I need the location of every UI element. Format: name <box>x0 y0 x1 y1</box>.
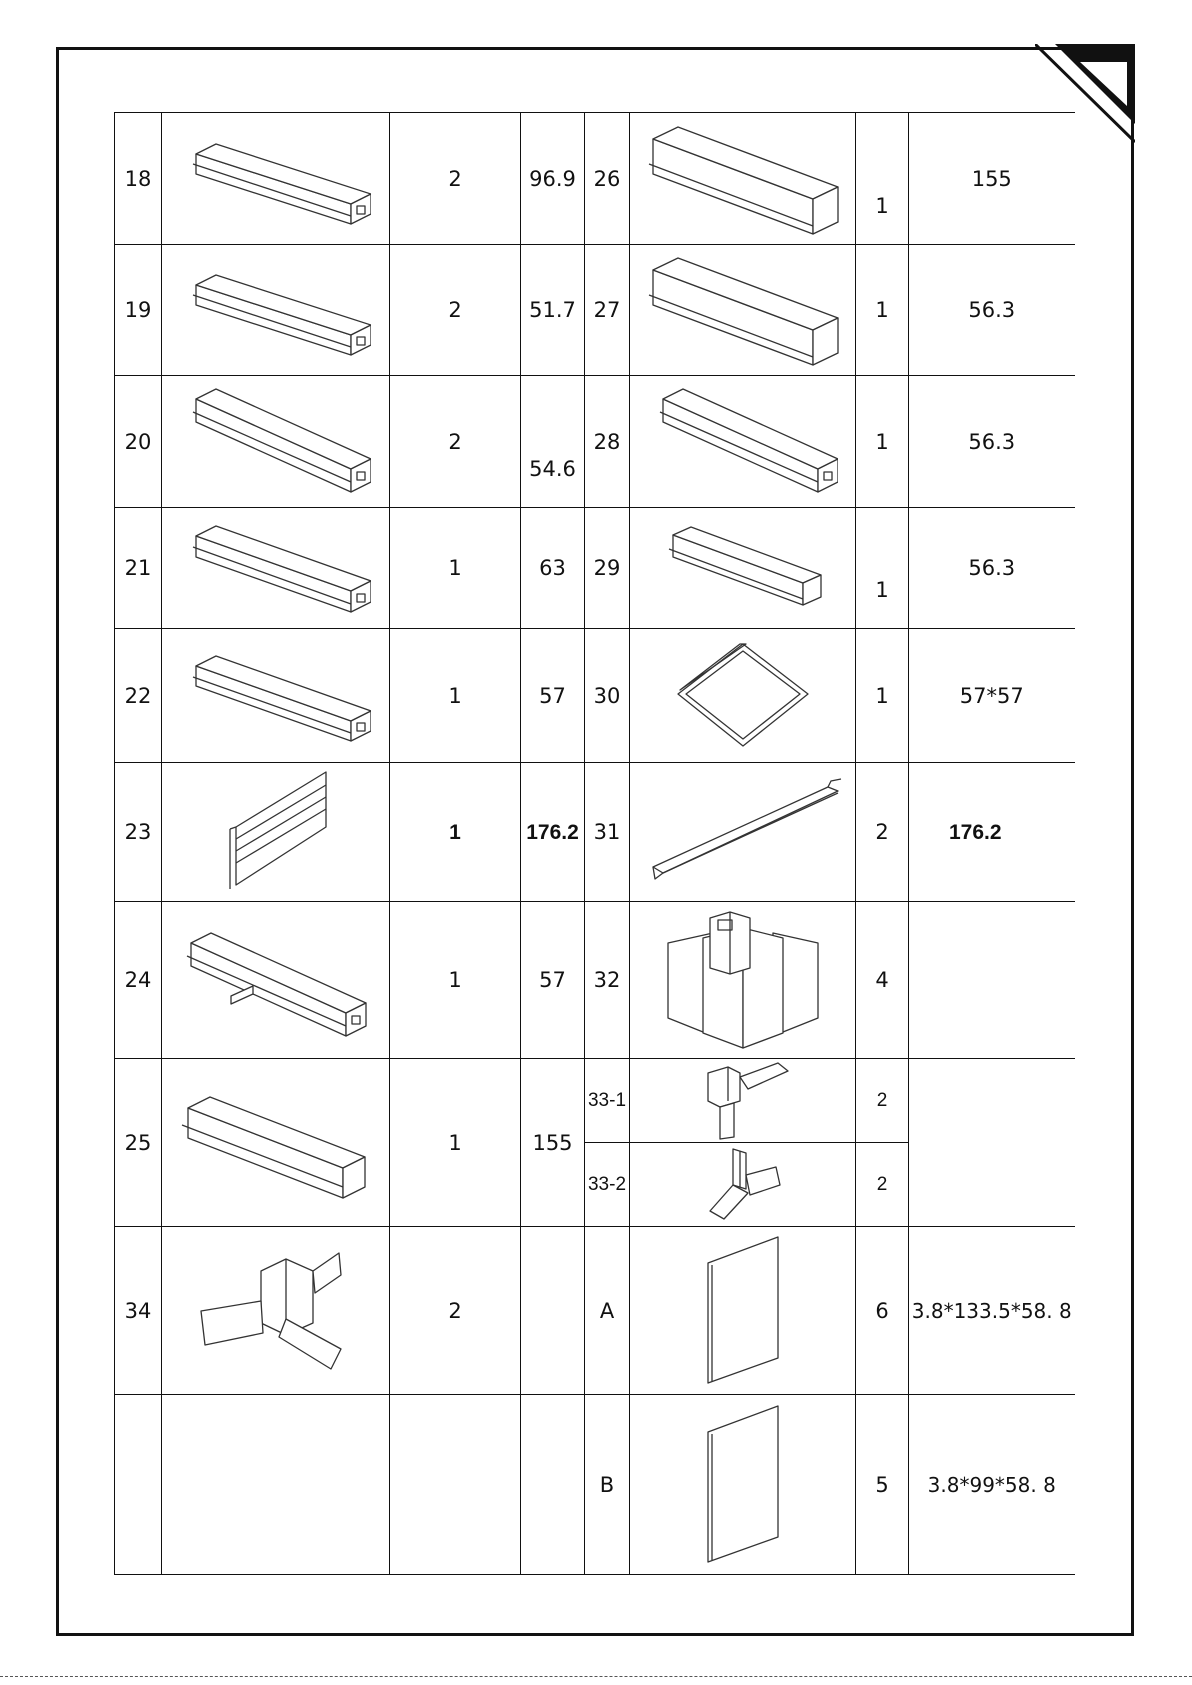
part-image <box>630 1143 856 1227</box>
table-row <box>115 902 1075 1059</box>
quantity: 1 <box>390 1059 521 1227</box>
size: 54.6 <box>521 376 585 508</box>
quantity: 1 <box>856 376 909 508</box>
size <box>521 1395 585 1575</box>
part-number: 24 <box>115 902 162 1059</box>
size: 51.7 <box>521 245 585 376</box>
part-image <box>630 1059 856 1143</box>
square-frame-icon <box>668 636 818 756</box>
parts-table <box>114 112 1075 1575</box>
size: 56.3 <box>909 245 1075 376</box>
quantity: 1 <box>856 245 909 376</box>
quantity: 2 <box>390 1227 521 1395</box>
quantity: 1 <box>390 763 521 902</box>
size: 3.8*133.5*58. 8 <box>909 1227 1075 1395</box>
size: 57*57 <box>909 629 1075 763</box>
connector-icon <box>191 1241 361 1381</box>
part-image <box>162 508 390 629</box>
part-image <box>162 1059 390 1227</box>
part-number: 28 <box>585 376 630 508</box>
size <box>521 1227 585 1395</box>
box-profile-icon <box>643 119 843 239</box>
size: 56.3 <box>909 508 1075 629</box>
part-image <box>630 245 856 376</box>
table-row <box>115 763 1075 902</box>
part-number: 22 <box>115 629 162 763</box>
size: 96.9 <box>521 113 585 245</box>
part-number <box>115 1395 162 1575</box>
part-number: 33-1 <box>585 1059 630 1143</box>
profile-rail-icon <box>648 384 838 499</box>
size: 57 <box>521 629 585 763</box>
table-row <box>115 1059 1075 1143</box>
size: 176.2 <box>909 763 1075 902</box>
size: 176.2 <box>521 763 585 902</box>
size: 155 <box>521 1059 585 1227</box>
part-image <box>630 508 856 629</box>
quantity <box>390 1395 521 1575</box>
connector-icon <box>688 1061 798 1141</box>
part-number: 32 <box>585 902 630 1059</box>
part-number: 18 <box>115 113 162 245</box>
profile-rail-icon <box>181 641 371 751</box>
part-image <box>162 629 390 763</box>
profile-rail-icon <box>181 124 371 234</box>
panel-icon <box>698 1402 788 1567</box>
quantity: 4 <box>856 902 909 1059</box>
part-image <box>630 1395 856 1575</box>
table-row <box>115 113 1075 245</box>
quantity: 1 <box>856 508 909 629</box>
part-image <box>162 763 390 902</box>
part-number: 33-2 <box>585 1143 630 1227</box>
profile-rail-icon <box>181 384 371 499</box>
size: 3.8*99*58. 8 <box>909 1395 1075 1575</box>
part-number: 27 <box>585 245 630 376</box>
box-profile-icon <box>663 523 823 613</box>
quantity: 1 <box>390 508 521 629</box>
profile-rail-icon <box>181 255 371 365</box>
profile-rail-icon <box>181 516 371 621</box>
quantity: 2 <box>856 763 909 902</box>
part-image <box>162 113 390 245</box>
part-image <box>630 902 856 1059</box>
profile-rail-icon <box>181 918 371 1043</box>
table-row <box>115 245 1075 376</box>
quantity: 2 <box>390 376 521 508</box>
quantity: 2 <box>390 113 521 245</box>
part-image <box>630 629 856 763</box>
quantity: 5 <box>856 1395 909 1575</box>
page-cut-line <box>0 1676 1192 1677</box>
quantity: 1 <box>856 113 909 245</box>
part-image <box>162 1227 390 1395</box>
table-row <box>115 1227 1075 1395</box>
wall-strip-icon <box>216 767 336 897</box>
part-number: 25 <box>115 1059 162 1227</box>
table-row <box>115 376 1075 508</box>
quantity: 1 <box>856 629 909 763</box>
part-image <box>162 376 390 508</box>
box-profile-icon <box>643 250 843 370</box>
part-image <box>162 1395 390 1575</box>
size <box>909 1059 1075 1227</box>
table-row <box>115 629 1075 763</box>
table-row <box>115 508 1075 629</box>
part-image <box>630 1227 856 1395</box>
quantity: 1 <box>390 902 521 1059</box>
part-number: 21 <box>115 508 162 629</box>
quantity: 2 <box>856 1059 909 1143</box>
part-number: 30 <box>585 629 630 763</box>
part-number: 20 <box>115 376 162 508</box>
part-number: 23 <box>115 763 162 902</box>
part-image <box>630 763 856 902</box>
panel-icon <box>698 1233 788 1388</box>
part-image <box>630 376 856 508</box>
size: 57 <box>521 902 585 1059</box>
box-profile-icon <box>178 1083 373 1203</box>
part-number: 29 <box>585 508 630 629</box>
part-number: 34 <box>115 1227 162 1395</box>
part-number: A <box>585 1227 630 1395</box>
quantity: 2 <box>856 1143 909 1227</box>
part-number: 19 <box>115 245 162 376</box>
connector-icon <box>688 1145 798 1225</box>
size: 155 <box>909 113 1075 245</box>
quantity: 6 <box>856 1227 909 1395</box>
part-image <box>162 245 390 376</box>
part-image <box>630 113 856 245</box>
quantity: 1 <box>390 629 521 763</box>
part-image <box>162 902 390 1059</box>
size: 56.3 <box>909 376 1075 508</box>
quantity: 2 <box>390 245 521 376</box>
part-number: 26 <box>585 113 630 245</box>
gutter-profile-icon <box>643 777 843 887</box>
size: 63 <box>521 508 585 629</box>
size <box>909 902 1075 1059</box>
corner-post-icon <box>658 908 828 1053</box>
part-number: B <box>585 1395 630 1575</box>
part-number: 31 <box>585 763 630 902</box>
table-row <box>115 1395 1075 1575</box>
